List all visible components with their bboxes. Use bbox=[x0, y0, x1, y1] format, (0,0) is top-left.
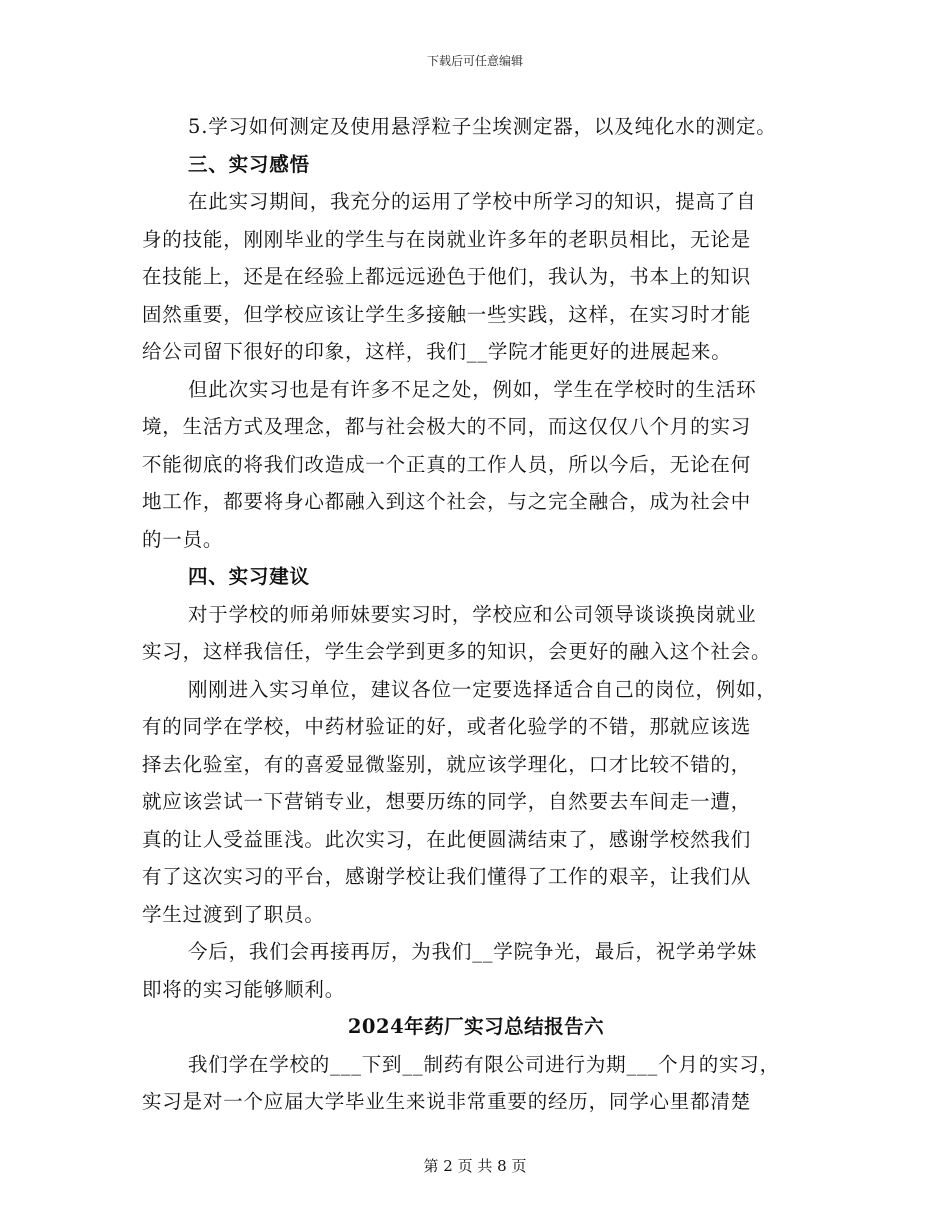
paragraph-line: 固然重要，但学校应该让学生多接触一些实践，这样，在实习时才能 bbox=[142, 302, 752, 326]
paragraph-line: 给公司留下很好的印象，这样，我们__学院才能更好的进展起来。 bbox=[142, 340, 732, 363]
paragraph-line: 今后，我们会再接再厉，为我们__学院争光，最后，祝学弟学妹 bbox=[188, 940, 758, 963]
document-body bbox=[142, 108, 810, 1121]
page-header: 下载后可任意编辑 bbox=[426, 54, 523, 68]
paragraph-line: 的一员。 bbox=[142, 527, 224, 551]
paragraph-line: 就应该尝试一下营销专业，想要历练的同学，自然要去车间走一遭， bbox=[142, 790, 752, 813]
paragraph-line: 择去化验室，有的喜爱显微鉴别，就应该学理化，口才比较不错的， bbox=[142, 752, 752, 776]
paragraph-line: 刚刚进入实习单位，建议各位一定要选择适合自己的岗位，例如， bbox=[188, 677, 777, 701]
paragraph-line: 身的技能，刚刚毕业的学生与在岗就业许多年的老职员相比，无论是 bbox=[142, 227, 752, 251]
document-title: 2024年药厂实习总结报告六 bbox=[347, 1015, 605, 1038]
paragraph-line: 我们学在学校的___下到__制药有限公司进行为期___个月的实习， bbox=[188, 1052, 780, 1076]
paragraph-line: 但此次实习也是有许多不足之处，例如，学生在学校时的生活环 bbox=[188, 377, 757, 401]
paragraph-line: 5.学习如何测定及使用悬浮粒子尘埃测定器，以及纯化水的测定。 bbox=[188, 115, 777, 138]
paragraph-line: 在此实习期间，我充分的运用了学校中所学习的知识，提高了自 bbox=[188, 190, 757, 213]
paragraph-line: 即将的实习能够顺利。 bbox=[142, 977, 346, 1001]
paragraph-line: 对于学校的师弟师妹要实习时，学校应和公司领导谈谈换岗就业 bbox=[188, 602, 757, 626]
paragraph-line: 不能彻底的将我们改造成一个正真的工作人员，所以今后，无论在何 bbox=[142, 452, 752, 476]
page-footer: 第 2 页 共 8 页 bbox=[423, 1157, 527, 1175]
section-heading: 四、实习建议 bbox=[188, 565, 310, 588]
paragraph-line: 有了这次实习的平台，感谢学校让我们懂得了工作的艰辛，让我们从 bbox=[142, 865, 752, 888]
paragraph-line: 地工作，都要将身心都融入到这个社会，与之完全融合，成为社会中 bbox=[142, 490, 752, 513]
paragraph-line: 有的同学在学校，中药材验证的好，或者化验学的不错，那就应该选 bbox=[142, 715, 752, 738]
paragraph-line: 学生过渡到了职员。 bbox=[142, 902, 325, 926]
paragraph-line: 实习，这样我信任，学生会学到更多的知识，会更好的融入这个社会。 bbox=[142, 640, 772, 663]
section-heading: 三、实习感悟 bbox=[188, 152, 310, 176]
paragraph-line: 真的让人受益匪浅。此次实习，在此便圆满结束了，感谢学校然我们 bbox=[142, 827, 752, 851]
paragraph-line: 境，生活方式及理念，都与社会极大的不同，而这仅仅八个月的实习 bbox=[142, 415, 752, 438]
paragraph-line: 实习是对一个应届大学毕业生来说非常重要的经历，同学心里都清楚 bbox=[142, 1090, 752, 1113]
paragraph-line: 在技能上，还是在经验上都远远逊色于他们，我认为，书本上的知识 bbox=[142, 265, 752, 288]
